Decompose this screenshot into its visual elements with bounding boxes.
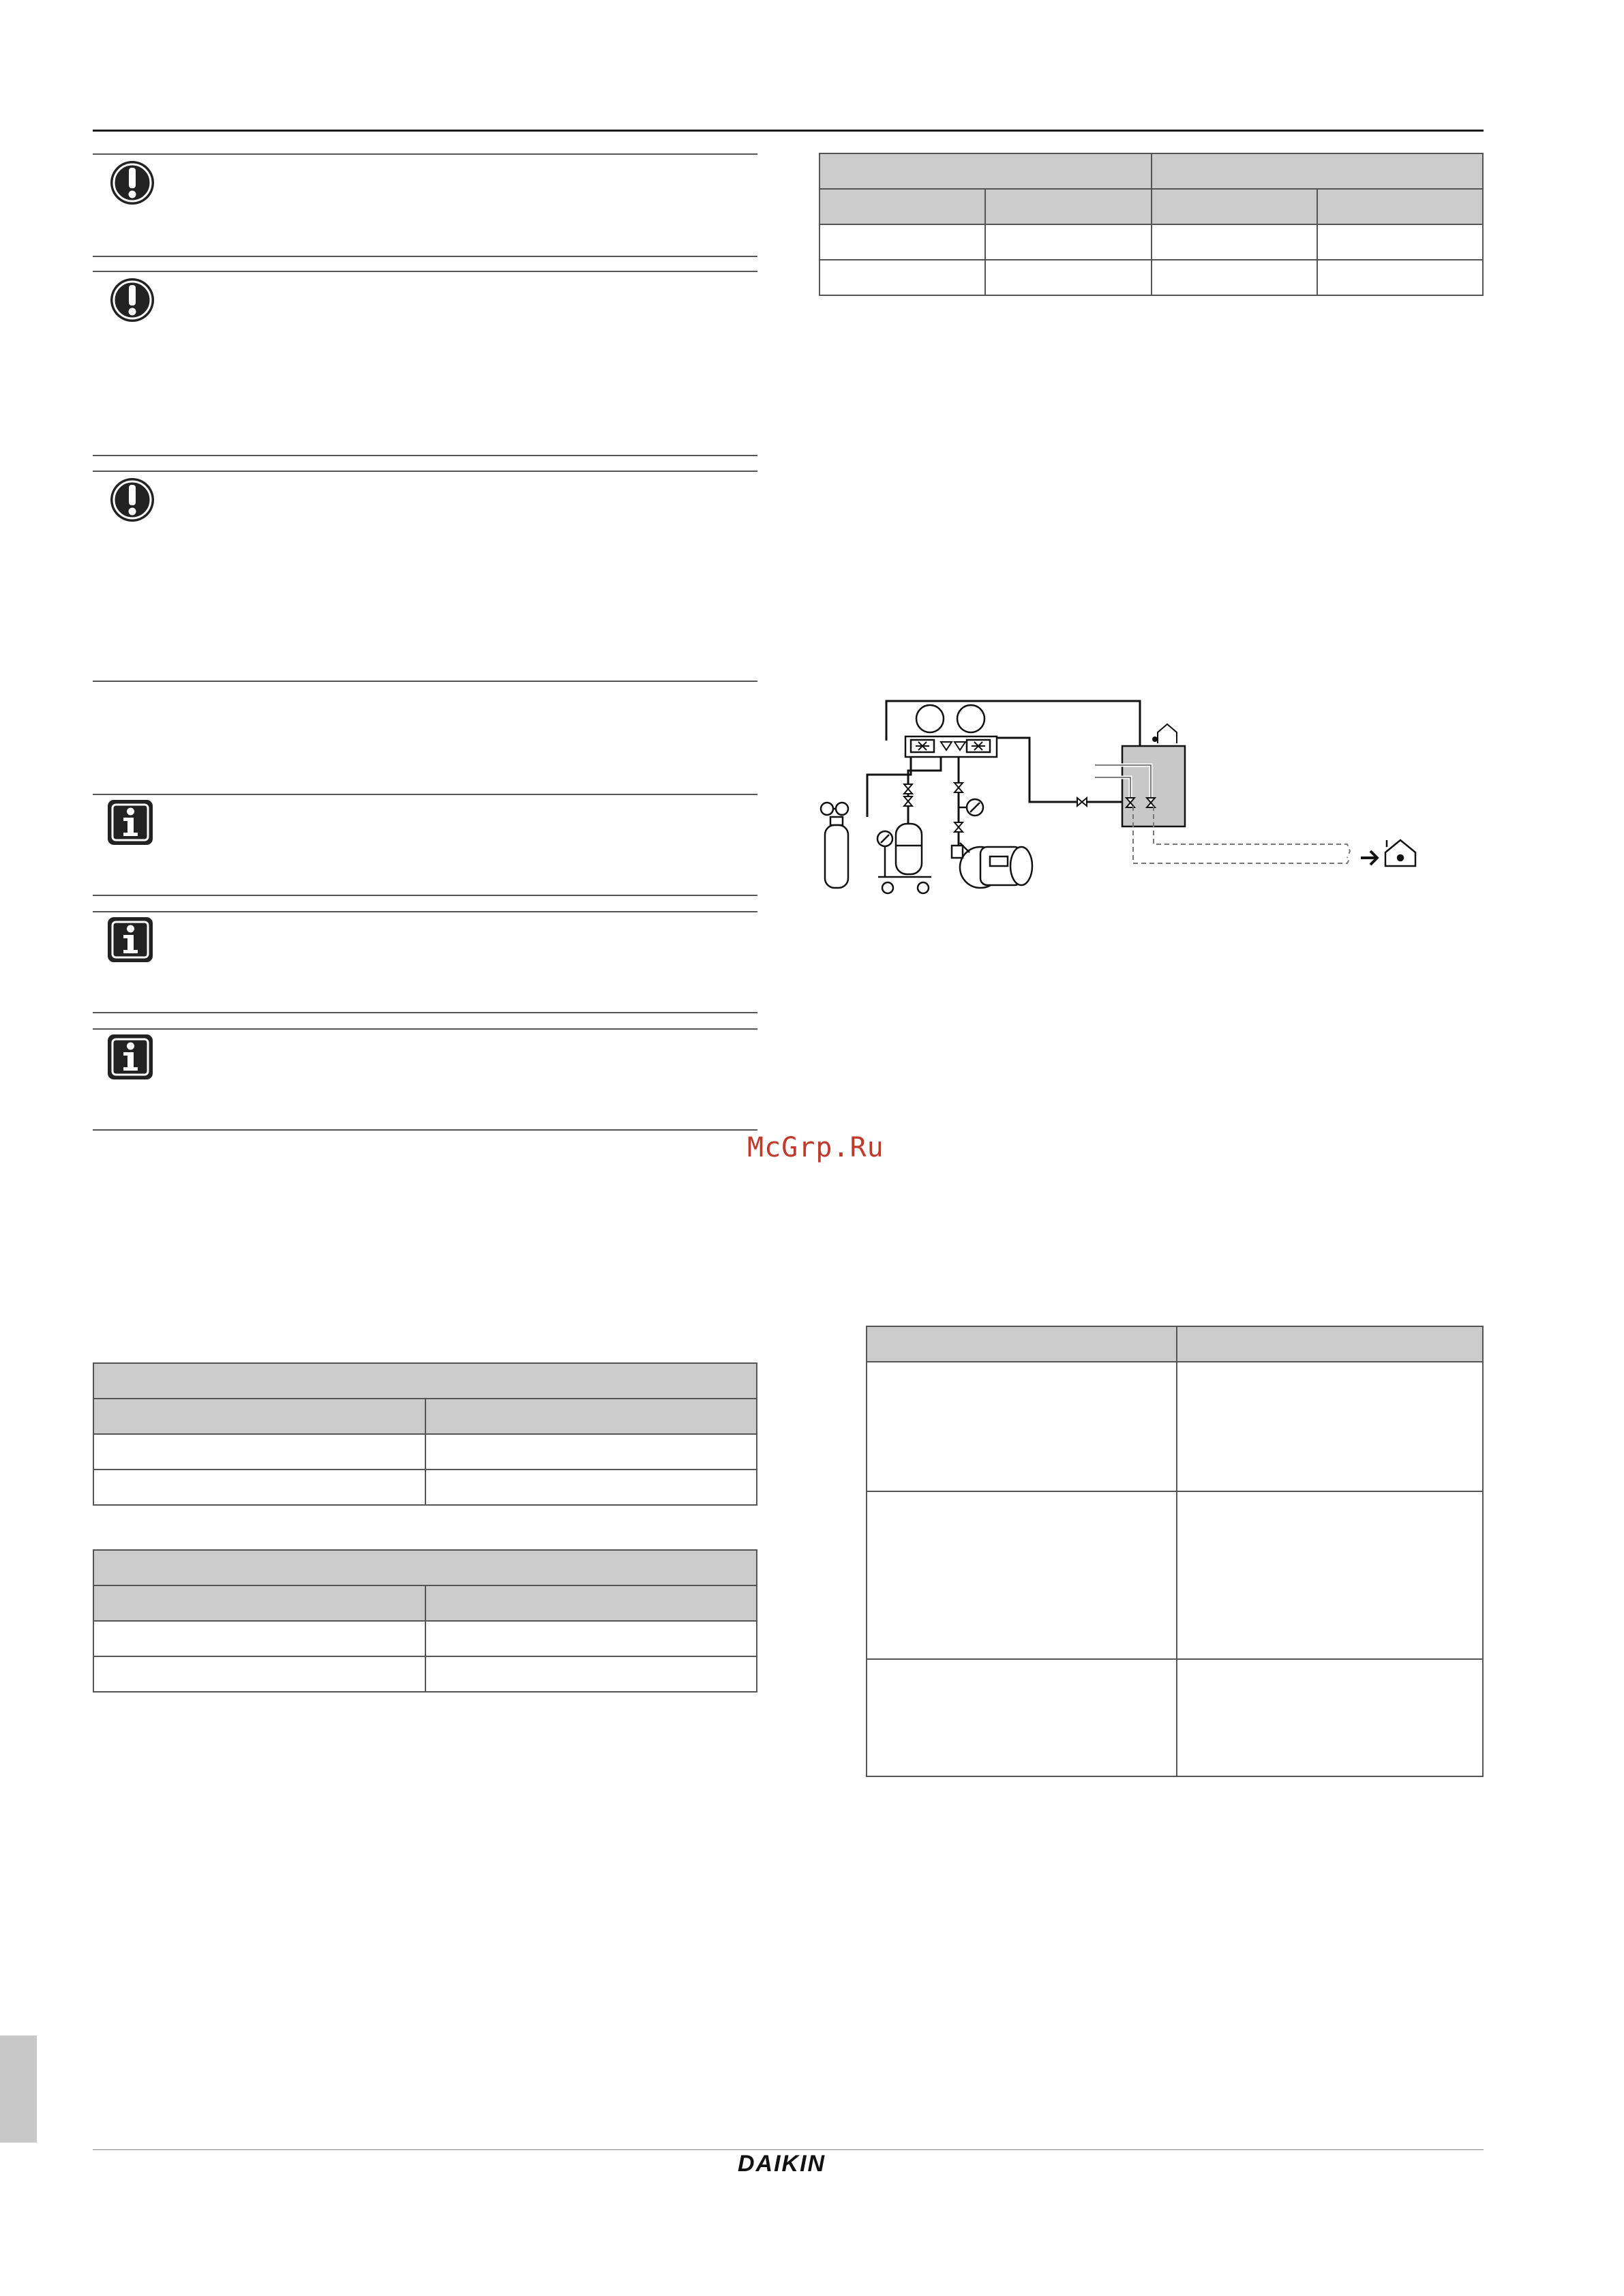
table-header-cell [1152,189,1317,224]
table-row [93,1470,757,1505]
table-row [819,260,1483,295]
connection-hose [867,757,911,817]
table-cell [1177,1491,1483,1659]
table-cell [1177,1362,1483,1491]
table-cell [985,224,1151,260]
spec-table-left-1 [93,1362,757,1506]
exclamation-icon [108,158,157,207]
table-cell [985,260,1151,295]
notice-rule [93,153,757,155]
notice-rule [93,911,757,912]
info-icon [106,915,155,964]
notice-rule [93,1012,757,1013]
house-icon [1153,724,1177,743]
table-row [867,1362,1483,1491]
table-row [867,1491,1483,1659]
table-cell [93,1470,425,1505]
connection-hose [908,757,941,824]
table-header-cell [867,1326,1177,1362]
table-header-cell [93,1585,425,1621]
header-rule [93,130,1484,132]
notice-rule [93,256,757,257]
nitrogen-cylinder-icon [821,803,848,888]
info-icon [106,1032,155,1082]
table-cell [93,1434,425,1470]
exclamation-icon [108,475,157,524]
notice-rule [93,681,757,682]
table-header-cell [819,189,985,224]
table-row [93,1434,757,1470]
table-cell [819,224,985,260]
refrigerant-setup-diagram [815,689,1429,900]
spec-table-right-lower [866,1326,1484,1777]
table-cell [867,1491,1177,1659]
spec-table-top-right [819,153,1484,296]
notice-rule [93,455,757,456]
notice-rule [93,1129,757,1131]
vacuum-pump-icon [952,843,1032,888]
notice-rule [93,895,757,896]
table-cell [425,1656,757,1692]
table-header-cell [425,1585,757,1621]
table-header-cell [985,189,1151,224]
table-row [93,1656,757,1692]
pressure-gauge-icon [959,799,983,816]
table-header-cell [93,1399,425,1434]
section-side-tab [0,2036,37,2143]
notice-rule [93,271,757,272]
table-header-cell [425,1399,757,1434]
table-cell [1152,224,1317,260]
table-row [819,224,1483,260]
table-cell [1317,260,1483,295]
table-header-cell [1317,189,1483,224]
table-cell [93,1621,425,1656]
house-icon [1385,840,1415,866]
table-row [93,1621,757,1656]
connection-hose [997,738,1140,802]
table-cell [1152,260,1317,295]
table-header-cell [93,1550,757,1585]
table-cell [425,1621,757,1656]
table-header-cell [93,1363,757,1399]
notice-rule [93,794,757,795]
watermark: McGrp.Ru [747,1132,884,1163]
refrigerant-cylinder-icon [877,824,931,893]
table-cell [819,260,985,295]
table-row [867,1659,1483,1776]
table-cell [867,1362,1177,1491]
outdoor-unit-icon [1095,746,1185,826]
footer-rule [93,2149,1484,2150]
notice-rule [93,1028,757,1030]
exclamation-icon [108,275,157,325]
table-header-cell [1152,153,1484,189]
daikin-logo: DAIKIN [738,2151,826,2177]
table-cell [1317,224,1483,260]
spec-table-left-2 [93,1549,757,1693]
notice-rule [93,471,757,472]
info-icon [106,798,155,847]
table-cell [425,1470,757,1505]
table-cell [1177,1659,1483,1776]
table-cell [93,1656,425,1692]
table-header-cell [819,153,1152,189]
table-cell [867,1659,1177,1776]
table-cell [425,1434,757,1470]
table-header-cell [1177,1326,1483,1362]
arrow-right-icon [1361,851,1377,865]
